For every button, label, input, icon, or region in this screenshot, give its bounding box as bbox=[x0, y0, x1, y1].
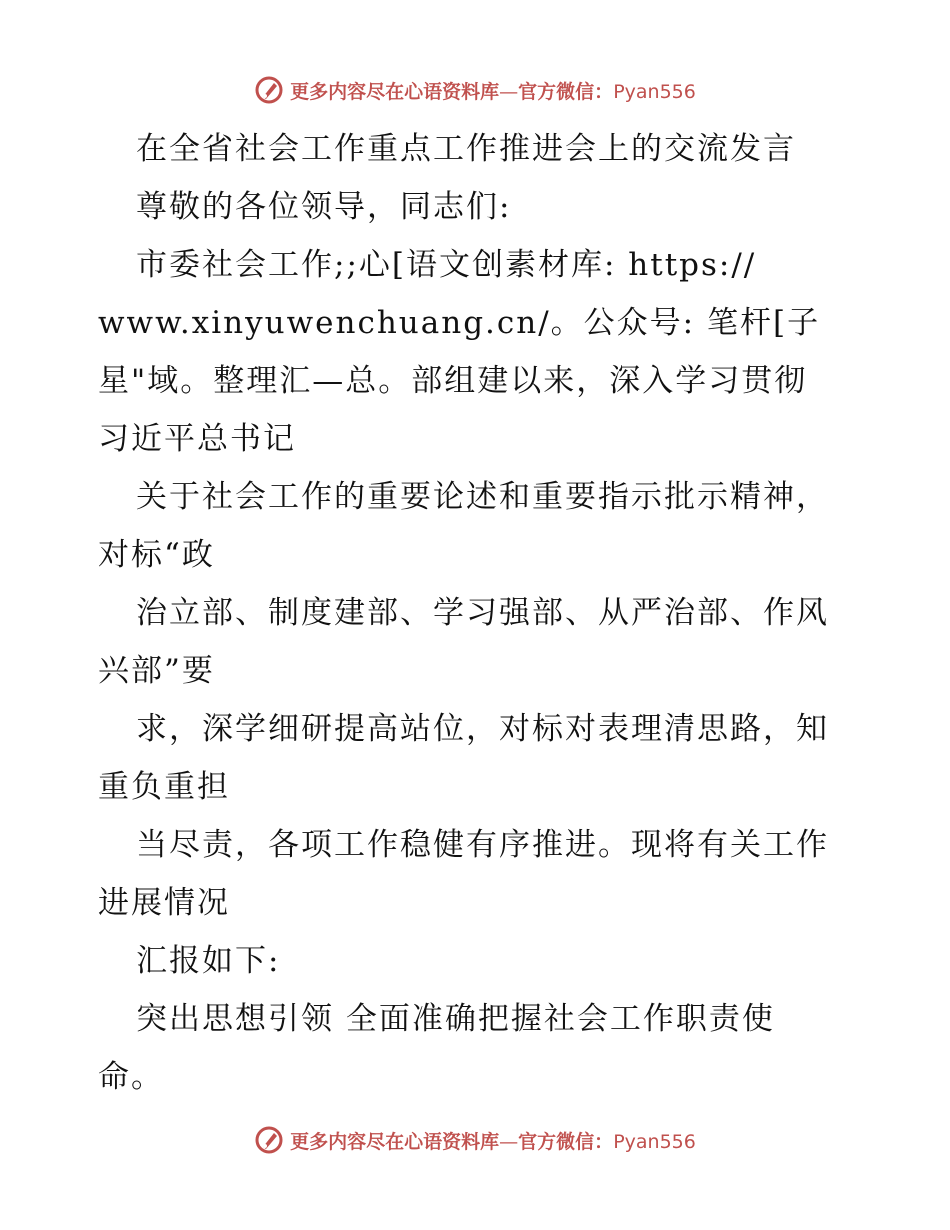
text-line: 市委社会工作;;心[语文创素材库: https:// bbox=[136, 247, 757, 283]
text-line: 尊敬的各位领导，同志们: bbox=[136, 189, 512, 225]
text-line: 对标“政 bbox=[98, 537, 215, 573]
pen-nib-logo-icon bbox=[254, 75, 284, 105]
text-line: 求，深学细研提高站位，对标对表理清思路，知 bbox=[136, 711, 829, 747]
text-line: 关于社会工作的重要论述和重要指示批示精神， bbox=[136, 479, 829, 515]
footer-banner bbox=[0, 1120, 950, 1160]
text-line: www.xinyuwenchuang.cn/。公众号: 笔杆[子 bbox=[98, 305, 821, 341]
header-banner-text: 更多内容尽在心语资料库—官方微信：Pyan556 bbox=[290, 80, 696, 103]
text-line: 进展情况 bbox=[98, 885, 230, 921]
header-banner bbox=[0, 70, 950, 110]
text-line: 治立部、制度建部、学习强部、从严治部、作风 bbox=[136, 595, 829, 631]
text-line: 当尽责，各项工作稳健有序推进。现将有关工作 bbox=[136, 827, 829, 863]
text-line: 汇报如下: bbox=[136, 943, 281, 979]
text-line: 重负重担 bbox=[98, 769, 230, 805]
pen-nib-logo-icon bbox=[254, 1125, 284, 1155]
text-line: 在全省社会工作重点工作推进会上的交流发言 bbox=[136, 131, 796, 167]
footer-banner-text: 更多内容尽在心语资料库—官方微信：Pyan556 bbox=[290, 1130, 696, 1153]
text-line: 命。 bbox=[98, 1059, 164, 1095]
text-line: 习近平总书记 bbox=[98, 421, 296, 457]
text-line: 突出思想引领 全面准确把握社会工作职责使 bbox=[136, 1001, 775, 1037]
text-line: 星"域。整理汇—总。部组建以来，深入学习贯彻 bbox=[98, 363, 808, 399]
document-body bbox=[98, 120, 858, 1106]
text-line: 兴部”要 bbox=[98, 653, 215, 689]
